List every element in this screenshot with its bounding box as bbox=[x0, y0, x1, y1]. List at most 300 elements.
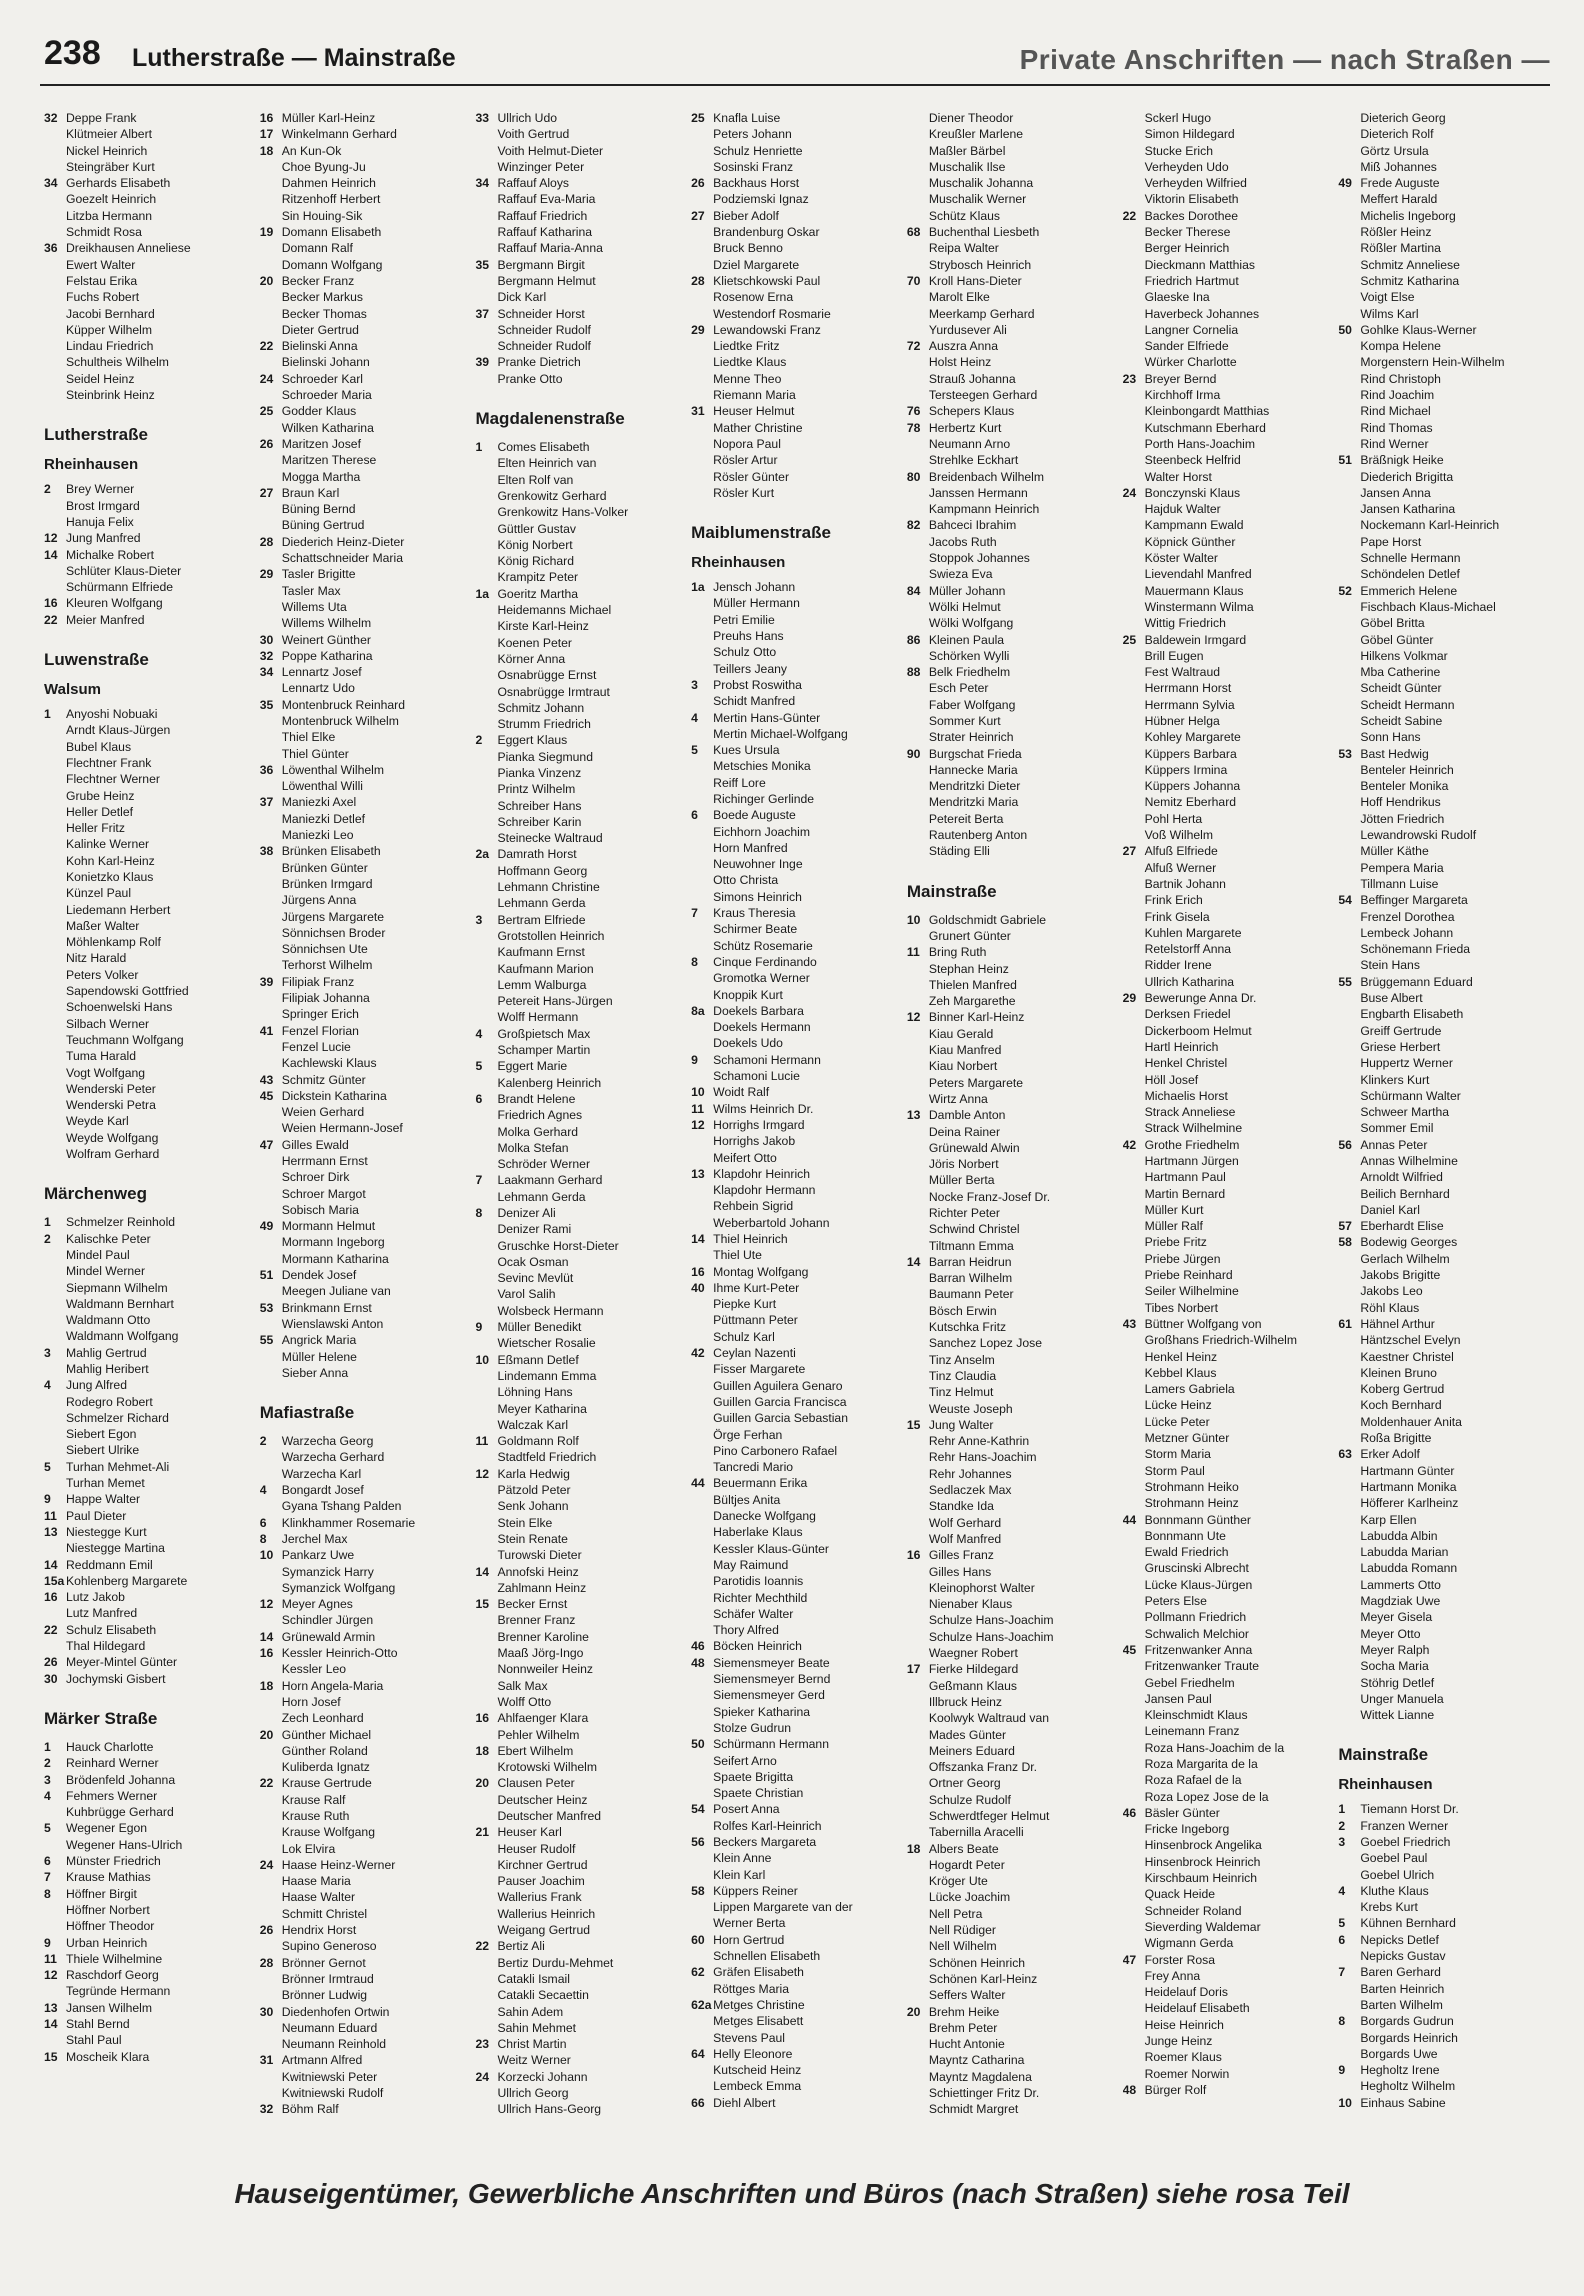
resident-name: Strater Heinrich bbox=[928, 730, 1014, 745]
resident-name: Kaufmann Ernst bbox=[497, 945, 585, 960]
resident-name: Bertiz Durdu-Mehmet bbox=[497, 1955, 614, 1970]
directory-entry bbox=[907, 1205, 1117, 1221]
resident-name: Horn Angela-Maria bbox=[281, 1678, 384, 1693]
resident-name: Brost Irmgard bbox=[66, 498, 140, 513]
resident-name: Woidt Ralf bbox=[713, 1085, 770, 1100]
directory-entry bbox=[691, 159, 901, 175]
house-number: 88 bbox=[906, 665, 921, 680]
house-number: 56 bbox=[691, 1834, 705, 1849]
house-number: 82 bbox=[906, 518, 921, 533]
resident-name: Schulze Hans-Joachim bbox=[928, 1629, 1054, 1644]
directory-entry bbox=[907, 2052, 1117, 2068]
resident-name: Nepicks Detlef bbox=[1360, 1932, 1439, 1947]
resident-name: Angrick Maria bbox=[281, 1333, 357, 1348]
resident-name: Hucht Antonie bbox=[928, 2037, 1005, 2052]
resident-name: Verheyden Wilfried bbox=[1144, 176, 1247, 191]
resident-name: Salk Max bbox=[497, 1678, 548, 1693]
resident-name: Thory Alfred bbox=[713, 1623, 779, 1638]
directory-entry bbox=[1123, 1886, 1333, 1902]
directory-entry bbox=[907, 599, 1117, 615]
house-number: 45 bbox=[259, 1088, 274, 1103]
resident-name: Wölki Helmut bbox=[928, 599, 1001, 614]
directory-entry bbox=[260, 485, 470, 501]
resident-name: Ebert Wilhelm bbox=[497, 1743, 574, 1758]
resident-name: Müller Käthe bbox=[1360, 844, 1429, 859]
directory-entry bbox=[44, 1081, 254, 1097]
resident-name: Konietzko Klaus bbox=[66, 869, 154, 884]
directory-entry bbox=[44, 1967, 254, 1983]
resident-name: Meyer Ralph bbox=[1360, 1642, 1430, 1657]
house-number: 5 bbox=[44, 1459, 51, 1474]
resident-name: Metschies Monika bbox=[713, 759, 811, 774]
resident-name: Barten Wilhelm bbox=[1360, 1997, 1443, 2012]
directory-entry bbox=[44, 1508, 254, 1524]
directory-entry bbox=[44, 1524, 254, 1540]
directory-entry bbox=[907, 1009, 1117, 1025]
resident-name: Lembeck Johann bbox=[1360, 925, 1454, 940]
resident-name: Guillen Aguilera Genaro bbox=[713, 1378, 843, 1393]
directory-entry bbox=[907, 371, 1117, 387]
house-number: 25 bbox=[691, 111, 705, 125]
house-number: 6 bbox=[259, 1515, 267, 1530]
resident-name: Stein Elke bbox=[497, 1515, 553, 1530]
directory-entry bbox=[44, 853, 254, 869]
directory-entry bbox=[260, 909, 470, 925]
directory-entry bbox=[1338, 1997, 1548, 2013]
house-number: 2 bbox=[259, 1434, 267, 1449]
resident-name: Roemer Klaus bbox=[1144, 2050, 1222, 2065]
resident-name: Diederich Brigitta bbox=[1360, 469, 1454, 484]
resident-name: Deppe Frank bbox=[66, 111, 137, 125]
directory-entry bbox=[475, 895, 685, 911]
directory-entry bbox=[260, 208, 470, 224]
directory-entry bbox=[1123, 175, 1333, 191]
directory-entry bbox=[44, 1032, 254, 1048]
directory-entry bbox=[260, 469, 470, 485]
resident-name: Schreiber Hans bbox=[497, 798, 582, 813]
house-number: 49 bbox=[1338, 176, 1352, 191]
directory-entry bbox=[260, 550, 470, 566]
directory-entry bbox=[260, 240, 470, 256]
directory-entry bbox=[475, 635, 685, 651]
directory-entry bbox=[44, 273, 254, 289]
directory-entry bbox=[1338, 909, 1548, 925]
resident-name: Grenkowitz Hans-Volker bbox=[497, 505, 629, 520]
resident-name: Kleinophorst Walter bbox=[928, 1580, 1035, 1595]
resident-name: Krampitz Peter bbox=[497, 570, 579, 585]
resident-name: Bielinski Anna bbox=[281, 339, 358, 354]
directory-entry bbox=[907, 403, 1117, 419]
directory-entry bbox=[260, 403, 470, 419]
resident-name: Niestegge Kurt bbox=[66, 1524, 147, 1539]
resident-name: Tibes Norbert bbox=[1144, 1300, 1218, 1315]
resident-name: Bartnik Johann bbox=[1144, 876, 1226, 891]
directory-entry bbox=[691, 1068, 901, 1084]
resident-name: Brönner Gernot bbox=[281, 1955, 366, 1970]
resident-name: Doekels Udo bbox=[713, 1036, 783, 1051]
resident-name: Viktorin Elisabeth bbox=[1144, 192, 1239, 207]
resident-name: Nepicks Gustav bbox=[1360, 1949, 1446, 1964]
house-number: 9 bbox=[44, 1935, 51, 1950]
resident-name: Henkel Heinz bbox=[1144, 1349, 1218, 1364]
house-number: 2a bbox=[475, 847, 489, 862]
resident-name: Kiau Manfred bbox=[928, 1043, 1002, 1058]
directory-entry bbox=[907, 697, 1117, 713]
resident-name: Sin Houing-Sik bbox=[281, 208, 363, 223]
house-number: 19 bbox=[259, 225, 274, 240]
directory-entry bbox=[475, 781, 685, 797]
resident-name: Ritzenhoff Herbert bbox=[281, 192, 381, 207]
resident-name: Turhan Memet bbox=[66, 1476, 145, 1491]
resident-name: Nell Wilhelm bbox=[928, 1939, 997, 1954]
directory-entry bbox=[691, 1345, 901, 1361]
resident-name: Müller Kurt bbox=[1144, 1202, 1204, 1217]
house-number: 15a bbox=[44, 1573, 65, 1588]
resident-name: Liedtke Fritz bbox=[713, 339, 780, 354]
directory-entry bbox=[44, 563, 254, 579]
directory-entry bbox=[907, 159, 1117, 175]
directory-entry bbox=[475, 1075, 685, 1091]
directory-entry bbox=[1338, 354, 1548, 370]
resident-name: Mendritzki Maria bbox=[928, 795, 1019, 810]
resident-name: Herrmann Ernst bbox=[281, 1154, 368, 1168]
directory-entry bbox=[260, 420, 470, 436]
house-number: 1a bbox=[691, 580, 705, 595]
directory-entry bbox=[691, 1997, 901, 2013]
resident-name: Otto Christa bbox=[713, 873, 779, 888]
directory-entry bbox=[475, 289, 685, 305]
directory-entry bbox=[475, 1026, 685, 1042]
house-number: 2 bbox=[1338, 1818, 1346, 1833]
directory-entry bbox=[260, 1267, 470, 1283]
directory-entry bbox=[260, 1023, 470, 1039]
resident-name: Winzinger Peter bbox=[497, 159, 585, 174]
directory-entry bbox=[475, 1645, 685, 1661]
resident-name: Krause Ruth bbox=[281, 1808, 350, 1823]
house-number: 22 bbox=[44, 1622, 58, 1637]
resident-name: Klütmeier Albert bbox=[66, 127, 153, 142]
directory-entry bbox=[691, 1964, 901, 1980]
resident-name: Brünken Elisabeth bbox=[281, 844, 381, 859]
directory-entry bbox=[691, 322, 901, 338]
house-number: 24 bbox=[259, 1857, 274, 1872]
resident-name: Catakli Ismail bbox=[497, 1971, 570, 1986]
house-number: 31 bbox=[691, 404, 705, 419]
directory-entry bbox=[691, 824, 901, 840]
directory-entry bbox=[1123, 1463, 1333, 1479]
resident-name: Kaestner Christel bbox=[1360, 1349, 1454, 1364]
directory-entry bbox=[691, 371, 901, 387]
directory-entry bbox=[260, 1596, 470, 1612]
directory-entry bbox=[907, 632, 1117, 648]
resident-name: Roza Lopez Jose de la bbox=[1144, 1789, 1269, 1804]
directory-entry bbox=[1123, 1430, 1333, 1446]
resident-name: Rösler Artur bbox=[713, 453, 778, 468]
directory-entry bbox=[691, 742, 901, 758]
directory-entry bbox=[1338, 1867, 1548, 1883]
directory-entry bbox=[44, 595, 254, 611]
resident-name: Voith Helmut-Dieter bbox=[497, 143, 604, 158]
resident-name: Lindemann Emma bbox=[497, 1368, 597, 1383]
resident-name: Lehmann Christine bbox=[497, 880, 600, 895]
directory-entry bbox=[691, 644, 901, 660]
directory-entry bbox=[691, 436, 901, 452]
house-number: 51 bbox=[1338, 453, 1352, 468]
house-number: 43 bbox=[1122, 1316, 1137, 1331]
directory-entry bbox=[1123, 110, 1333, 126]
directory-entry bbox=[1338, 436, 1548, 452]
directory-entry bbox=[907, 794, 1117, 810]
directory-entry bbox=[1123, 485, 1333, 501]
directory-entry bbox=[44, 1113, 254, 1129]
house-number: 22 bbox=[44, 612, 58, 627]
resident-name: Herbertz Kurt bbox=[928, 420, 1002, 435]
directory-entry bbox=[1123, 876, 1333, 892]
directory-entry bbox=[907, 1841, 1117, 1857]
resident-name: Diener Theodor bbox=[928, 111, 1014, 125]
resident-name: Jacobs Ruth bbox=[928, 534, 997, 549]
directory-entry bbox=[475, 1580, 685, 1596]
resident-name: Wegener Egon bbox=[66, 1821, 148, 1836]
resident-name: Sieber Anna bbox=[281, 1365, 349, 1380]
directory-entry bbox=[44, 1820, 254, 1836]
directory-entry bbox=[1123, 1854, 1333, 1870]
resident-name: Fuchs Robert bbox=[66, 290, 140, 305]
directory-entry bbox=[44, 788, 254, 804]
directory-entry bbox=[1123, 159, 1333, 175]
directory-entry bbox=[691, 1687, 901, 1703]
resident-name: Kröger Ute bbox=[928, 1874, 988, 1889]
resident-name: Podziemski Ignaz bbox=[713, 192, 809, 207]
district-heading: Rheinhausen bbox=[691, 554, 786, 572]
resident-name: Schmidt Rosa bbox=[66, 225, 142, 240]
directory-entry bbox=[44, 1263, 254, 1279]
house-number: 28 bbox=[259, 1955, 274, 1970]
directory-entry bbox=[44, 1983, 254, 1999]
directory-columns bbox=[44, 110, 1554, 2140]
resident-name: Verheyden Udo bbox=[1144, 159, 1229, 174]
resident-name: Heidelauf Elisabeth bbox=[1144, 2001, 1250, 2016]
resident-name: Rautenberg Anton bbox=[928, 828, 1028, 843]
house-number: 47 bbox=[259, 1137, 274, 1152]
directory-entry bbox=[475, 1873, 685, 1889]
resident-name: Kohn Karl-Heinz bbox=[66, 853, 155, 868]
resident-name: Arnoldt Wilfried bbox=[1360, 1170, 1443, 1185]
directory-entry bbox=[475, 732, 685, 748]
directory-entry bbox=[691, 628, 901, 644]
resident-name: Rind Werner bbox=[1360, 436, 1429, 451]
resident-name: Flechtner Werner bbox=[66, 772, 160, 787]
directory-entry bbox=[475, 1140, 685, 1156]
resident-name: Goldmann Rolf bbox=[497, 1434, 579, 1449]
directory-entry bbox=[691, 1622, 901, 1638]
resident-name: Wittek Lianne bbox=[1360, 1708, 1435, 1723]
resident-name: Winstermann Wilma bbox=[1144, 599, 1254, 614]
resident-name: Erker Adolf bbox=[1360, 1447, 1420, 1462]
resident-name: Kessler Klaus-Günter bbox=[713, 1541, 829, 1556]
house-number: 34 bbox=[259, 665, 274, 680]
resident-name: Schneider Rudolf bbox=[497, 339, 591, 354]
resident-name: Stahl Paul bbox=[66, 2033, 122, 2048]
directory-entry bbox=[260, 517, 470, 533]
resident-name: Deutscher Manfred bbox=[497, 1808, 602, 1823]
directory-entry bbox=[260, 974, 470, 990]
resident-name: Ihme Kurt-Peter bbox=[713, 1280, 800, 1295]
resident-name: Horn Josef bbox=[281, 1694, 341, 1709]
directory-entry bbox=[44, 1739, 254, 1755]
resident-name: Riemann Maria bbox=[713, 388, 796, 403]
house-number: 32 bbox=[259, 648, 274, 663]
directory-entry bbox=[1123, 843, 1333, 859]
resident-name: Haberlake Klaus bbox=[713, 1525, 803, 1540]
directory-entry bbox=[44, 1772, 254, 1788]
resident-name: Müller Helene bbox=[281, 1349, 357, 1364]
resident-name: Bring Ruth bbox=[928, 945, 987, 960]
directory-entry bbox=[1123, 1658, 1333, 1674]
directory-entry bbox=[691, 1427, 901, 1443]
resident-name: Weuste Joseph bbox=[928, 1401, 1013, 1416]
directory-entry bbox=[1123, 1903, 1333, 1919]
directory-entry bbox=[907, 713, 1117, 729]
resident-name: Jung Manfred bbox=[66, 531, 141, 546]
directory-entry bbox=[1123, 615, 1333, 631]
resident-name: König Richard bbox=[497, 554, 574, 569]
resident-name: Lücke Peter bbox=[1144, 1414, 1210, 1429]
directory-entry bbox=[1338, 1055, 1548, 1071]
resident-name: Sedlaczek Max bbox=[928, 1483, 1012, 1498]
street-heading: Magdalenenstraße bbox=[475, 409, 625, 429]
directory-entry bbox=[1123, 1153, 1333, 1169]
resident-name: Raffauf Maria-Anna bbox=[497, 241, 603, 256]
resident-name: Willems Wilhelm bbox=[281, 616, 372, 631]
directory-entry bbox=[475, 159, 685, 175]
directory-entry bbox=[907, 1401, 1117, 1417]
directory-entry bbox=[260, 1531, 470, 1547]
directory-entry bbox=[691, 1052, 901, 1068]
directory-entry bbox=[260, 1218, 470, 1234]
resident-name: Pranke Otto bbox=[497, 371, 563, 386]
resident-name: Rösler Günter bbox=[713, 469, 790, 484]
resident-name: Jöris Norbert bbox=[928, 1157, 999, 1172]
directory-entry bbox=[44, 1869, 254, 1885]
resident-name: Schwerdtfeger Helmut bbox=[928, 1808, 1050, 1823]
directory-entry bbox=[691, 1296, 901, 1312]
directory-entry bbox=[907, 224, 1117, 240]
resident-name: Maniezki Detlef bbox=[281, 811, 366, 826]
directory-entry bbox=[691, 1720, 901, 1736]
resident-name: Schreiber Karin bbox=[497, 814, 582, 829]
resident-name: Frede Auguste bbox=[1360, 176, 1440, 191]
resident-name: Dreikhausen Anneliese bbox=[66, 241, 191, 256]
resident-name: Ridder Irene bbox=[1144, 958, 1212, 973]
resident-name: Mendritzki Dieter bbox=[928, 779, 1021, 794]
resident-name: Teuchmann Wolfgang bbox=[66, 1032, 184, 1047]
directory-entry bbox=[907, 583, 1117, 599]
directory-entry bbox=[1338, 1104, 1548, 1120]
directory-entry bbox=[691, 1638, 901, 1654]
directory-entry bbox=[691, 1329, 901, 1345]
directory-entry bbox=[260, 1727, 470, 1743]
resident-name: Jacobi Bernhard bbox=[66, 306, 155, 321]
house-number: 43 bbox=[259, 1072, 274, 1087]
resident-name: Turhan Mehmet-Ali bbox=[66, 1459, 170, 1474]
resident-name: Rehbein Sigrid bbox=[713, 1199, 794, 1214]
resident-name: Becker Ernst bbox=[497, 1597, 568, 1612]
directory-entry bbox=[1338, 420, 1548, 436]
directory-entry bbox=[1338, 664, 1548, 680]
house-number: 13 bbox=[906, 1108, 921, 1123]
directory-entry bbox=[907, 208, 1117, 224]
resident-name: Miß Johannes bbox=[1360, 159, 1437, 174]
directory-entry bbox=[907, 1694, 1117, 1710]
resident-name: Pohl Herta bbox=[1144, 811, 1203, 826]
resident-name: Sönnichsen Broder bbox=[281, 925, 386, 940]
resident-name: Rößler Martina bbox=[1360, 241, 1441, 256]
resident-name: Wirtz Anna bbox=[928, 1091, 988, 1106]
directory-entry bbox=[44, 1654, 254, 1670]
directory-entry bbox=[907, 1498, 1117, 1514]
resident-name: Peters Margarete bbox=[928, 1075, 1024, 1090]
directory-entry bbox=[1123, 1756, 1333, 1772]
directory-entry bbox=[691, 612, 901, 628]
directory-entry bbox=[1123, 1772, 1333, 1788]
house-number: 42 bbox=[1122, 1137, 1137, 1152]
directory-entry bbox=[1338, 110, 1548, 126]
resident-name: Simon Hildegard bbox=[1144, 127, 1235, 142]
resident-name: Müller Ralf bbox=[1144, 1219, 1203, 1234]
resident-name: Weigang Gertrud bbox=[497, 1923, 591, 1938]
resident-name: Schmitz Katharina bbox=[1360, 273, 1460, 288]
resident-name: Görtz Ursula bbox=[1360, 143, 1429, 158]
directory-entry bbox=[475, 2069, 685, 2085]
directory-entry bbox=[691, 1492, 901, 1508]
directory-entry bbox=[1123, 1626, 1333, 1642]
directory-entry bbox=[475, 371, 685, 387]
directory-entry bbox=[260, 322, 470, 338]
resident-name: Hauck Charlotte bbox=[66, 1739, 154, 1754]
directory-entry bbox=[44, 1377, 254, 1393]
directory-entry bbox=[691, 2095, 901, 2111]
directory-column bbox=[475, 110, 691, 2140]
resident-name: Bergmann Birgit bbox=[497, 257, 585, 272]
resident-name: Wolsbeck Hermann bbox=[497, 1303, 604, 1318]
directory-entry bbox=[691, 710, 901, 726]
directory-entry bbox=[1338, 1332, 1548, 1348]
resident-name: Dendek Josef bbox=[281, 1268, 357, 1283]
house-number: 53 bbox=[259, 1300, 274, 1315]
directory-entry bbox=[260, 1792, 470, 1808]
directory-entry bbox=[691, 1704, 901, 1720]
directory-entry bbox=[907, 436, 1117, 452]
resident-name: Grotstollen Heinrich bbox=[497, 928, 605, 943]
resident-name: Becker Markus bbox=[281, 290, 363, 305]
house-number: 16 bbox=[44, 1590, 58, 1605]
resident-name: Priebe Fritz bbox=[1144, 1235, 1207, 1250]
house-number: 15 bbox=[475, 1597, 489, 1612]
resident-name: Mertin Michael-Wolfgang bbox=[713, 726, 848, 741]
resident-name: Schönen Karl-Heinz bbox=[928, 1971, 1038, 1986]
directory-entry bbox=[475, 1775, 685, 1791]
directory-entry bbox=[260, 371, 470, 387]
resident-name: Bösch Erwin bbox=[928, 1303, 997, 1318]
directory-entry bbox=[260, 1694, 470, 1710]
resident-name: Schütz Klaus bbox=[928, 208, 1001, 223]
house-number: 48 bbox=[1122, 2082, 1137, 2097]
directory-entry bbox=[907, 306, 1117, 322]
resident-name: Flechtner Frank bbox=[66, 755, 152, 770]
resident-name: Sapendowski Gottfried bbox=[66, 984, 189, 999]
house-number: 8 bbox=[475, 1206, 483, 1220]
